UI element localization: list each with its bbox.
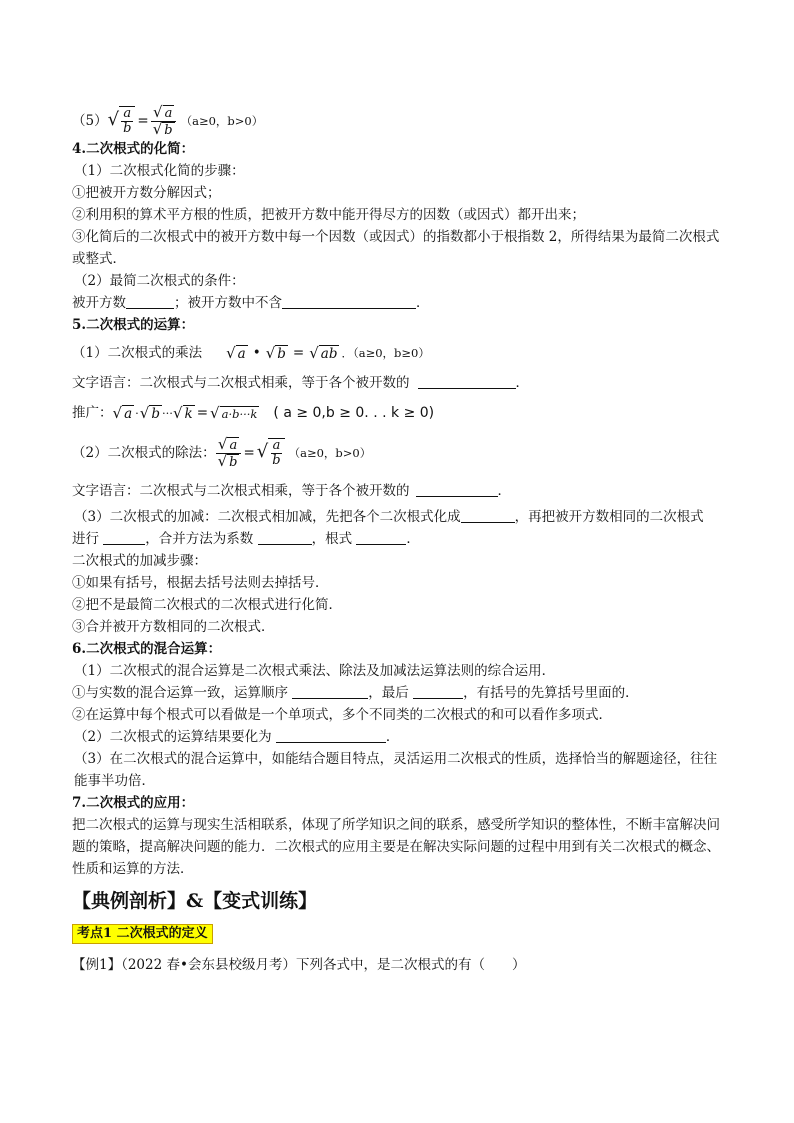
- property-5: （5） √ $\frac{a}{b}$ = $\frac{√ a}{√ b}$ （a≥0，b>0）: [72, 102, 264, 138]
- addition-step-2: ②把不是最简二次根式的二次根式进行化简．: [72, 597, 342, 613]
- s6-line-1: （1）二次根式的混合运算是二次根式乘法、除法及加减法运算法则的综合运用．: [74, 663, 556, 679]
- sqrt-fraction-lhs: √ $\frac{a}{b}$: [108, 106, 136, 136]
- sqrt-ab: √ ab: [309, 343, 338, 362]
- s4-line-4: ③化简后的二次根式中的被开方数中每一个因数（或因式）的指数都小于根指数 2，所得结果为最简二次根式或整式．: [72, 229, 720, 267]
- s4-line-1: （1）二次根式化简的步骤：: [74, 163, 245, 179]
- addition-rule-cont: 进行 ，合并方法为系数 ，根式 ．: [72, 531, 420, 547]
- section-4-title: 4.二次根式的化简：: [72, 141, 195, 157]
- blank: [103, 530, 145, 545]
- s4-line-3: ②利用积的算术平方根的性质，把被开方数中能开得尽方的因数（或因式）都开出来；: [72, 207, 585, 223]
- multiplication-rule: （1）二次根式的乘法 √ a • √ b = √ ab ．（a≥0，b≥0）: [72, 336, 722, 370]
- s6-line-3: ②在运算中每个根式可以看做是一个单项式，多个不同类的二次根式的和可以看作多项式．: [72, 707, 612, 723]
- section-7-title: 7.二次根式的应用：: [72, 795, 195, 811]
- document-page: [72, 104, 722, 976]
- blank: [461, 508, 515, 523]
- s4-line-2: ①把被开方数分解因式；: [72, 185, 221, 201]
- addition-step-1: ①如果有括号，根据去括号法则去掉括号．: [72, 575, 329, 591]
- generalization: 推广： √ a · √ b ··· √ k = √ a·b···k ( a ≥ 0,b ≥ 0. . . k ≥ 0): [72, 396, 722, 430]
- sqrt-abk: √ a·b···k: [210, 403, 258, 422]
- s6-line-2: ①与实数的混合运算一致，运算顺序 ，最后 ，有括号的先算括号里面的．: [72, 685, 639, 701]
- blank: [416, 482, 498, 497]
- section-heading: 【典例剖析】&【变式训练】: [72, 890, 318, 912]
- fraction-rhs: $\frac{√ a}{√ b}$: [151, 105, 177, 138]
- division-text: 文字语言：二次根式与二次根式相乘，等于各个被开数的 ．: [72, 483, 511, 499]
- topic-tag: 考点1 二次根式的定义: [72, 924, 213, 944]
- s6-line-4: （2）二次根式的运算结果要化为 ．: [74, 729, 400, 745]
- blank: [292, 684, 368, 699]
- s4-line-5: （2）最简二次根式的条件：: [74, 273, 245, 289]
- s4-line-6: 被开方数 ；被开方数中不含 ．: [72, 295, 430, 311]
- sqrt-a: √ a: [112, 403, 133, 422]
- s6-line-5: （3）在二次根式的混合运算中，如能结合题目特点，灵活运用二次根式的性质，选择恰当的解题途径，往往能事半功倍．: [74, 751, 718, 789]
- sqrt-k: √ k: [172, 403, 193, 422]
- sqrt-b: √ b: [265, 343, 286, 362]
- blank: [356, 530, 406, 545]
- multiplication-text: 文字语言：二次根式与二次根式相乘，等于各个被开数的 ．: [72, 375, 529, 391]
- sqrt-a: √ a: [226, 343, 246, 362]
- s7-paragraph: 把二次根式的运算与现实生活相联系，体现了所学知识之间的联系，感受所学知识的整体性，不断丰富解决问题的策略，提高解决问题的能力．二次根式的应用主要是在解决实际问题的过程中用到有关二次根式的概念、性质和运算的方法．: [72, 817, 720, 877]
- blank: [413, 684, 463, 699]
- sqrt-fraction-rhs: √ $\frac{a}{b}$: [257, 438, 285, 468]
- addition-steps-title: 二次根式的加减步骤：: [72, 553, 207, 569]
- blank: [418, 374, 516, 389]
- blank: [258, 530, 312, 545]
- condition: （a≥0，b>0）: [180, 114, 264, 128]
- blank: [282, 294, 416, 309]
- addition-step-3: ③合并被开方数相同的二次根式．: [72, 619, 275, 635]
- example-1: 【例1】（2022 春•会东县校级月考）下列各式中，是二次根式的有（ ）: [72, 957, 526, 973]
- sqrt-b: √ b: [139, 403, 160, 422]
- addition-rule: （3）二次根式的加减：二次根式相加减，先把各个二次根式化成 ，再把被开方数相同的二次根式: [74, 509, 704, 525]
- item-number: （5）: [72, 113, 108, 129]
- blank: [276, 728, 386, 743]
- section-5-title: 5.二次根式的运算：: [72, 317, 195, 333]
- fraction-lhs: $\frac{√ a}{√ b}$: [216, 437, 242, 470]
- blank: [126, 294, 174, 309]
- section-6-title: 6.二次根式的混合运算：: [72, 641, 222, 657]
- division-rule: （2）二次根式的除法： $\frac{√ a}{√ b}$ = √ $\frac{a}{b}$ （a≥0，b>0）: [72, 434, 372, 470]
